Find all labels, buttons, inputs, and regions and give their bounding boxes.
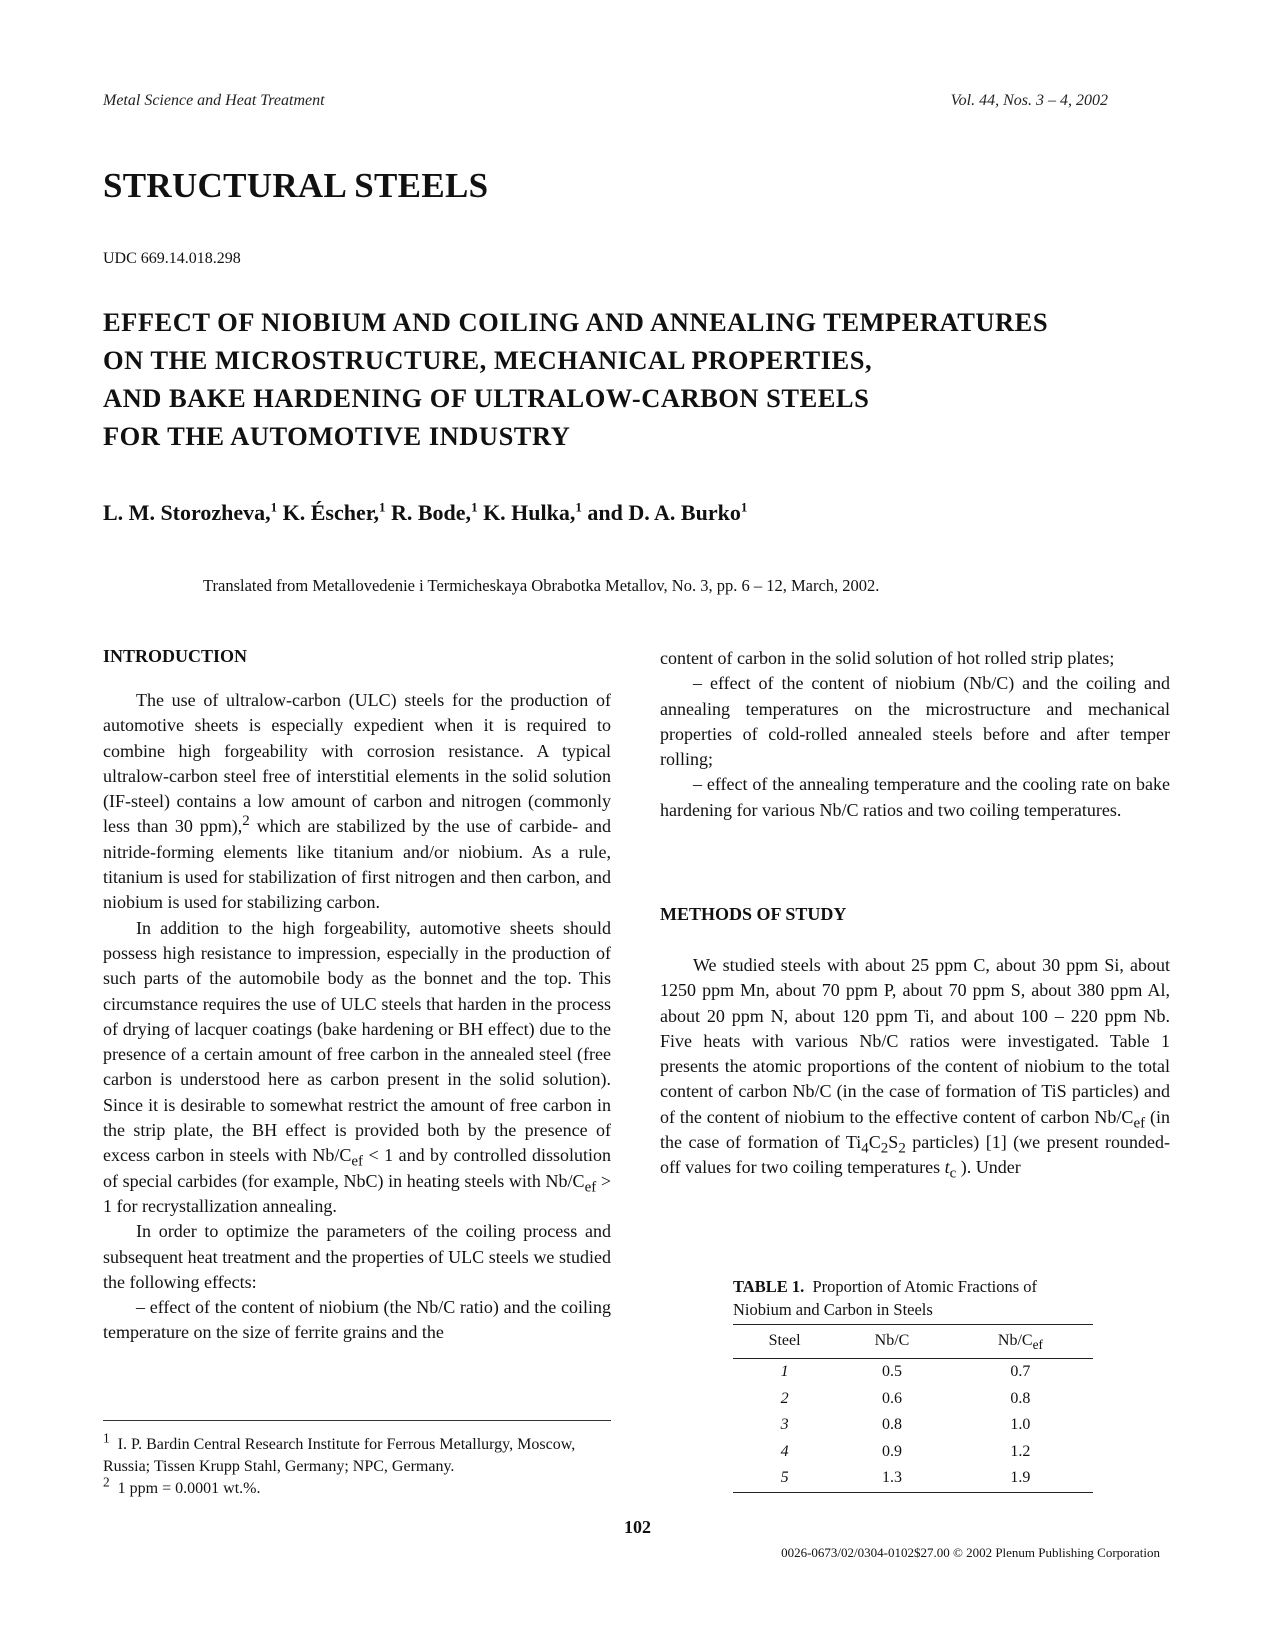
affiliation-mark: 1 [379,499,386,515]
subscript: ef [1133,1115,1146,1132]
table-row [733,1439,1093,1466]
article-title-line: EFFECT OF NIOBIUM AND COILING AND ANNEALING TEMPERATURES [103,307,1049,337]
article-title-line: ON THE MICROSTRUCTURE, MECHANICAL PROPERTIES, [103,345,873,375]
affiliation-mark: 1 [270,499,278,515]
cell-nbcef: 1.2 [1010,1442,1031,1460]
column-header-nbc: Nb/C [836,1325,948,1359]
author: and D. A. Burko [587,500,741,525]
paragraph: – effect of the annealing temperature and the cooling rate on bake hardening for various Nb/C ratios and two coiling temperatures. [660,774,1170,820]
footnote-text: I. P. Bardin Central Research Institute for Ferrous Metallurgy, Moscow, Russia; Tissen Krupp Stahl, Germany; NPC, Germany. [103,1436,576,1475]
article-title-line: FOR THE AUTOMOTIVE INDUSTRY [103,421,571,451]
text: particles) [1] (we present rounded-off values for two coiling temperatures [660,1132,1171,1178]
cell-nbc: 0.5 [881,1363,902,1381]
cell-nbc: 0.6 [881,1389,902,1407]
table-row [733,1412,1093,1439]
column-header-nbcef [948,1325,1093,1359]
footnote-mark: 2 [103,1474,110,1490]
cell-nbcef: 1.9 [948,1465,1093,1492]
paragraph [660,953,1170,1181]
text: The use of ultralow-carbon (ULC) steels for the production of automotive sheets is especially expedient when it is required to combine high forgeability with corrosion resistance. A typical ultralow-carbon steel free of interstitial elements in the solid solution (IF-steel) contains a low amount of carbon and nitrogen (commonly less than 30 ppm), [103,690,611,837]
footnote-divider [103,1420,611,1421]
author: L. M. Storozheva, [103,500,271,525]
copyright-line: 0026-0673/02/0304-0102$27.00 © 2002 Plenum Publishing Corporation [781,1545,1160,1560]
affiliation-mark: 1 [575,499,582,515]
cell-steel: 3 [780,1416,789,1434]
volume-info: Vol. 44, Nos. 3 – 4, 2002 [950,92,1108,109]
subscript: ef [351,1153,363,1170]
footnote-1 [103,1430,611,1478]
table-caption [733,1275,1093,1321]
cell-nbcef: 0.7 [1010,1363,1031,1381]
methods-heading: METHODS OF STUDY [660,904,847,924]
text: C [868,1132,881,1153]
table-row [733,1465,1093,1492]
article-title [103,303,1203,455]
table-header-row [733,1325,1093,1359]
niobium-carbon-table [733,1324,1093,1493]
author-list [103,500,747,526]
right-column-top [660,646,1170,823]
header-text: Nb/C [997,1332,1033,1349]
paragraph [103,688,611,916]
footnote-text: 1 ppm = 0.0001 wt.%. [117,1480,261,1497]
cell-nbc: 1.3 [836,1465,948,1492]
journal-name: Metal Science and Heat Treatment [103,92,325,109]
subscript: 2 [880,1140,889,1157]
text: which are stabilized by the use of carbide- and nitride-forming elements like titanium and/or niobium. As a rule, titanium is used for stabilization of first nitrogen and then carbon, and niobium is used for stabilizing carbon. [103,816,611,913]
footnote-mark: 1 [103,1430,110,1446]
text: In addition to the high forgeability, automotive sheets should possess high resistance to impression, especially in the production of such parts of the automobile body as the bonnet and the top. This circumstance requires the use of ULC steels that harden in the process of drying of lacquer coatings (bake hardening or BH effect) due to the presence of a certain amount of free carbon in the annealed steel (free carbon is understood here as carbon present in the solid solution). Since it is desirable to somewhat restrict the amount of free carbon in the strip plate, the BH effect is provided both by the presence of excess carbon in steels with Nb/C [103,917,611,1166]
column-header-steel: Steel [733,1325,836,1359]
left-column [103,688,611,1346]
table-label: TABLE 1. [733,1277,805,1296]
affiliation-mark: 1 [471,499,478,515]
section-title: STRUCTURAL STEELS [103,166,489,205]
article-title-line: AND BAKE HARDENING OF ULTRALOW-CARBON STEELS [103,383,870,413]
cell-steel: 2 [780,1389,789,1407]
text: > 1 for recrystallization annealing. [103,1170,611,1216]
text: We studied steels with about 25 ppm C, about 30 ppm Si, about 1250 ppm Mn, about 70 ppm P, about 70 ppm S, about 380 ppm Al, about 20 ppm N, about 120 ppm Ti, and about 100 – 220 ppm Nb. Five heats with various Nb/C ratios were investigated. Table 1 presents the atomic proportions of the content of niobium to the total content of carbon Nb/C (in the case of formation of TiS particles) and of the content of niobium to the effective content of carbon Nb/C [660,955,1170,1127]
paragraph: – effect of the content of niobium (Nb/C) and the coiling and annealing temperatures on the microstructure and mechanical properties of cold-rolled annealed steels before and after temper rolling; [660,673,1170,770]
cell-steel: 5 [733,1465,836,1492]
page-number: 102 [624,1517,651,1537]
variable: t [944,1157,950,1178]
footnote-ref: 2 [242,813,250,830]
text: ). Under [956,1157,1021,1178]
affiliation-mark: 1 [740,499,748,515]
text: (in the case of formation of Ti [660,1106,1171,1153]
paragraph [103,916,611,1220]
subscript: 2 [898,1140,906,1157]
cell-steel: 4 [780,1442,789,1460]
cell-nbcef: 1.0 [1010,1416,1031,1434]
methods-column [660,953,1170,1181]
text: S [888,1132,899,1153]
cell-nbc: 0.9 [881,1442,902,1460]
footnotes [103,1430,611,1500]
author: K. Éscher, [282,500,379,525]
paragraph: In order to optimize the parameters of the coiling process and subsequent heat treatment and the properties of ULC steels we studied the following effects: [103,1221,611,1292]
subscript: c [949,1165,957,1182]
paragraph: content of carbon in the solid solution of hot rolled strip plates; [660,648,1115,668]
author: R. Bode, [391,500,472,525]
cell-steel: 1 [780,1363,789,1381]
footnote-2 [103,1474,611,1500]
table-row [733,1386,1093,1413]
subscript: ef [1032,1337,1043,1353]
cell-nbc: 0.8 [881,1416,902,1434]
udc-code: UDC 669.14.018.298 [103,250,241,267]
table-caption-text: Proportion of Atomic Fractions of Niobium and Carbon in Steels [733,1277,1038,1319]
text: < 1 and by controlled dissolution of special carbides (for example, NbC) in heating steels with Nb/C [103,1145,611,1191]
table-row [733,1359,1093,1386]
introduction-heading: INTRODUCTION [103,646,248,666]
subscript: 4 [861,1140,869,1157]
cell-nbcef: 0.8 [1010,1389,1031,1407]
paragraph: – effect of the content of niobium (the Nb/C ratio) and the coiling temperature on the size of ferrite grains and the [103,1297,611,1343]
author: K. Hulka, [483,500,576,525]
translation-note: Translated from Metallovedenie i Termicheskaya Obrabotka Metallov, No. 3, pp. 6 – 12, March, 2002. [203,576,880,595]
subscript: ef [584,1179,597,1196]
